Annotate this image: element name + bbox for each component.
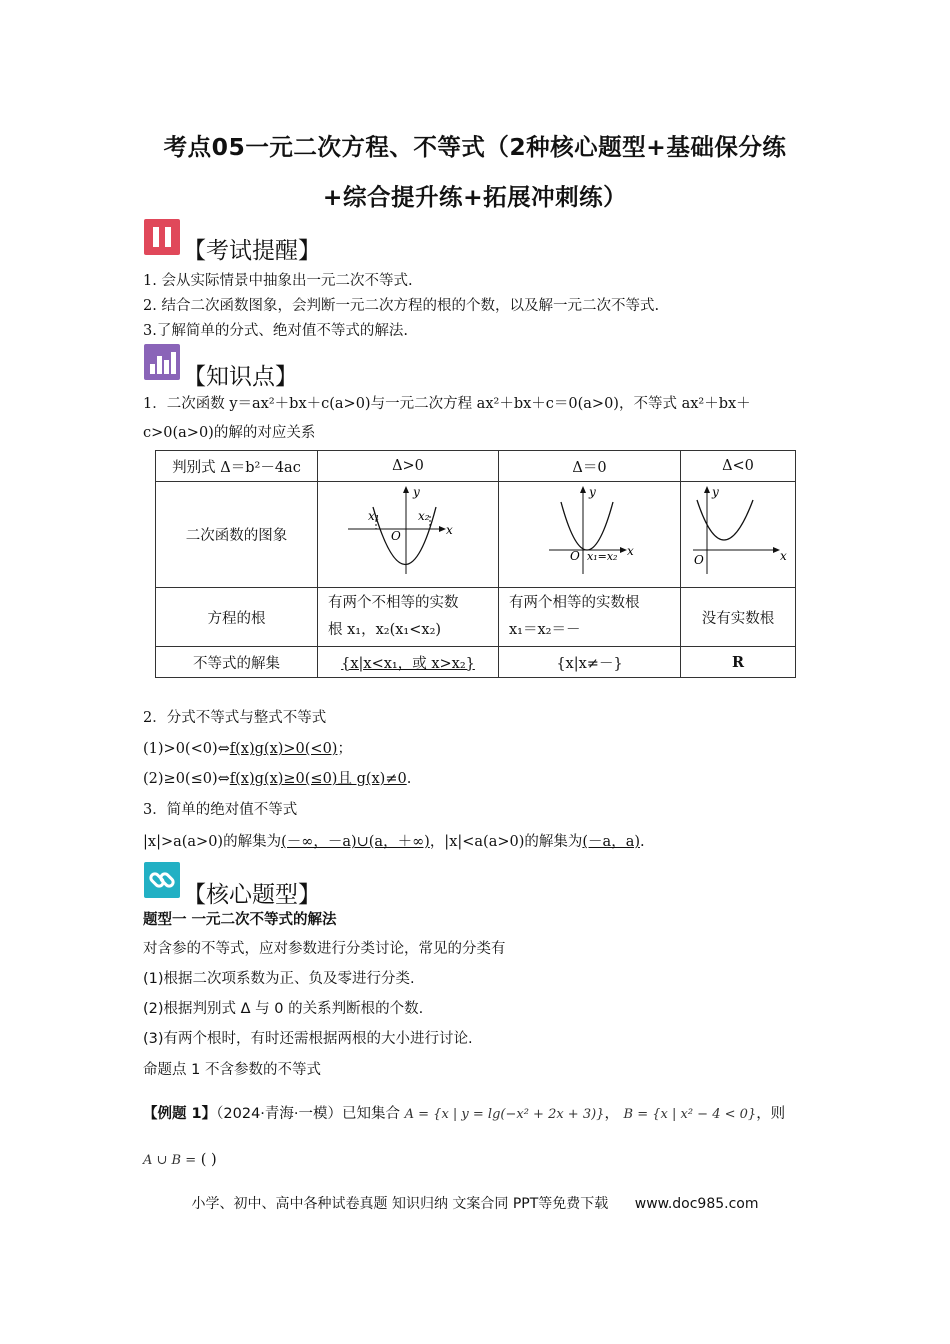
roots-none: 没有实数根 — [681, 588, 796, 647]
exam-reminder-heading: 【考试提醒】 — [183, 238, 321, 264]
link-icon — [144, 862, 180, 898]
axis-label-x: x — [627, 544, 634, 558]
union-formula: A ∪ B = — [143, 1153, 197, 1168]
text-span: . — [640, 834, 645, 850]
text-span: ，|x|<a(a>0)的解集为 — [429, 834, 583, 850]
core-item-1: (1)根据二次项系数为正、负及零进行分类. — [143, 971, 415, 987]
core-intro: 对含参的不等式，应对参数进行分类讨论，常见的分类有 — [143, 941, 506, 957]
table-header-cell: Δ＝0 — [499, 451, 681, 482]
table-cell-label: 方程的根 — [156, 588, 318, 647]
knowledge-heading: 【知识点】 — [183, 364, 298, 390]
text-span: (1)>0(<0)⇔ — [143, 741, 230, 757]
core-item-3: (3)有两个根时，有时还需根据两根的大小进行讨论. — [143, 1031, 473, 1047]
type1-title: 题型一 一元二次不等式的解法 — [143, 912, 337, 928]
knowledge-p2-line2 — [143, 767, 411, 788]
knowledge-p3-line — [143, 830, 645, 851]
root-label-x1: x₁ — [368, 509, 380, 523]
underlined-answer: (－a，a) — [582, 834, 640, 850]
text-span: ； — [337, 741, 352, 757]
knowledge-p1-line2: c>0(a>0)的解的对应关系 — [143, 425, 316, 441]
relation-table — [155, 450, 796, 678]
example-source: （2024·青海·一模）已知集合 — [216, 1106, 401, 1122]
table-cell — [318, 588, 499, 647]
graph-no-root — [681, 482, 796, 588]
pause-icon — [144, 219, 180, 255]
text-span: (2)≥0(≤0)⇔ — [143, 771, 230, 787]
core-heading: 【核心题型】 — [183, 882, 321, 908]
knowledge-p1-line1: 1．二次函数 y＝ax²＋bx＋c(a>0)与一元二次方程 ax²＋bx＋c＝0(a>0)，不等式 ax²＋bx＋ — [143, 396, 751, 412]
footer — [0, 1193, 950, 1213]
reminder-item-3: 3.了解简单的分式、绝对值不等式的解法. — [143, 323, 408, 339]
page-title-line1: 考点05一元二次方程、不等式（2种核心题型+基础保分练 — [163, 133, 787, 161]
example-1 — [143, 1102, 785, 1123]
answer-blank: ( ) — [200, 1152, 217, 1168]
table-row — [156, 588, 796, 647]
roots-one-line1: 有两个相等的实数根 — [509, 595, 640, 611]
roots-one-line2: x₁＝x₂＝－ — [509, 622, 581, 638]
solution-two-roots: {x|x<x₁，或 x>x₂} — [318, 647, 499, 678]
underlined-answer: (－∞，－a)∪(a，＋∞) — [281, 834, 430, 850]
axis-label-y: y — [589, 485, 596, 499]
bar-chart-icon — [144, 344, 180, 380]
root-label-x2: x₂ — [418, 509, 430, 523]
origin-label: O — [570, 549, 580, 563]
knowledge-p3-title: 3．简单的绝对值不等式 — [143, 802, 298, 818]
axis-label-y: y — [712, 485, 719, 499]
graph-one-root — [499, 482, 681, 588]
table-cell-label: 不等式的解集 — [156, 647, 318, 678]
example-1-question — [143, 1152, 217, 1168]
axis-label-x: x — [446, 523, 453, 537]
point1-title: 命题点 1 不含参数的不等式 — [143, 1062, 321, 1078]
set-a-formula: A = {x | y = lg(−x² + 2x + 3)} — [404, 1107, 605, 1122]
core-item-2: (2)根据判别式 Δ 与 0 的关系判断根的个数. — [143, 1001, 424, 1017]
origin-label: O — [694, 553, 704, 567]
roots-two-line2: 根 x₁，x₂(x₁<x₂) — [328, 622, 442, 638]
table-header-cell: Δ<0 — [681, 451, 796, 482]
footer-text: 小学、初中、高中各种试卷真题 知识归纳 文案合同 PPT等免费下载 — [191, 1196, 609, 1212]
reminder-item-1: 1. 会从实际情景中抽象出一元二次不等式. — [143, 273, 413, 289]
text-span: ，则 — [756, 1106, 786, 1122]
table-header-cell: 判别式 Δ＝b²－4ac — [156, 451, 318, 482]
solution-no-root: R — [681, 647, 796, 678]
table-row — [156, 482, 796, 588]
example-label: 【例题 1】 — [143, 1106, 217, 1122]
text-span: ， — [604, 1106, 619, 1122]
underlined-answer: f(x)g(x)>0(<0) — [229, 741, 338, 757]
axis-label-x: x — [780, 549, 787, 563]
table-row — [156, 647, 796, 678]
table-header-cell: Δ>0 — [318, 451, 499, 482]
solution-one-root: {x|x≠－} — [499, 647, 681, 678]
set-b-formula: B = {x | x² − 4 < 0} — [623, 1107, 757, 1122]
root-label-double: x₁=x₂ — [587, 550, 618, 563]
graph-two-roots — [318, 482, 499, 588]
text-span: . — [406, 771, 412, 787]
page-title-line2: +综合提升练+拓展冲刺练） — [322, 183, 628, 211]
roots-two-line1: 有两个不相等的实数 — [328, 595, 459, 611]
axis-label-y: y — [413, 485, 420, 499]
knowledge-p2-title: 2．分式不等式与整式不等式 — [143, 710, 327, 726]
knowledge-p2-line1 — [143, 737, 352, 758]
table-cell — [499, 588, 681, 647]
origin-label: O — [391, 529, 401, 543]
text-span: |x|>a(a>0)的解集为 — [143, 834, 282, 850]
reminder-item-2: 2. 结合二次函数图象，会判断一元二次方程的根的个数，以及解一元二次不等式. — [143, 298, 660, 314]
footer-url[interactable]: www.doc985.com — [634, 1196, 759, 1212]
table-row — [156, 451, 796, 482]
underlined-answer: f(x)g(x)≥0(≤0)且 g(x)≠0 — [229, 771, 407, 787]
table-cell-label: 二次函数的图象 — [156, 482, 318, 588]
